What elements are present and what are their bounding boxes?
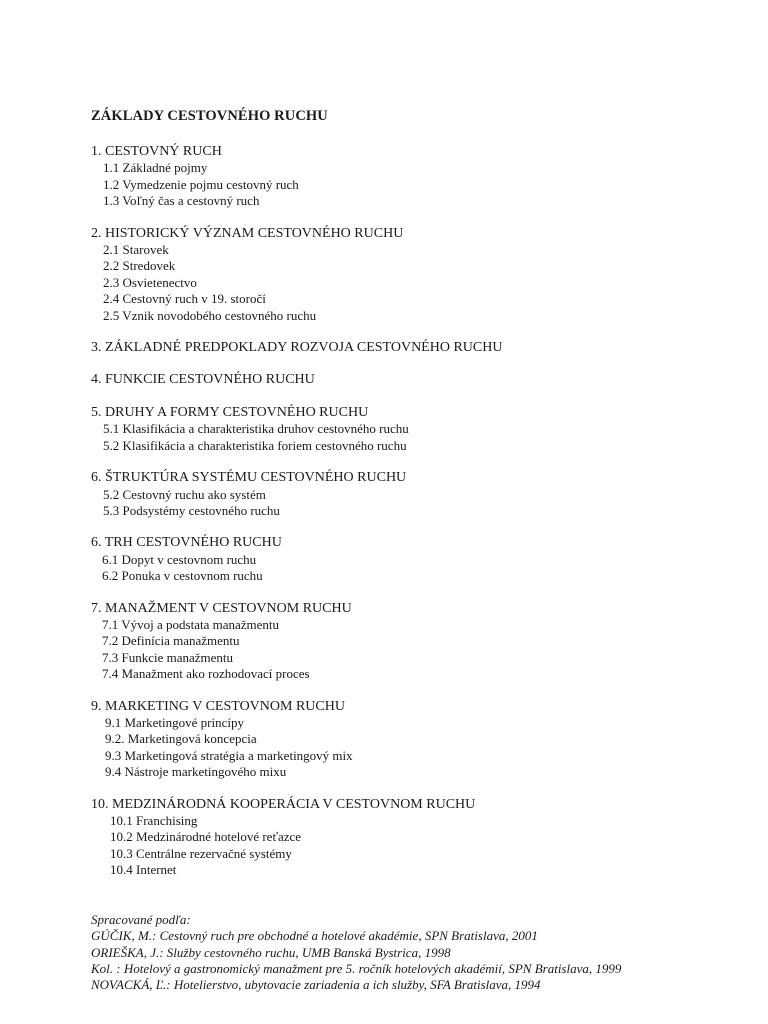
subchapter-item: 5.2 Cestovný ruchu ako systém bbox=[103, 486, 266, 502]
subchapter-item: 6.1 Dopyt v cestovnom ruchu bbox=[102, 551, 257, 567]
subchapter-item: 1.2 Vymedzenie pojmu cestovný ruch bbox=[103, 176, 299, 192]
source-entry: NOVACKÁ, Ľ.: Hotelierstvo, ubytovacie zariadenia a ich služby, SFA Bratislava, 1994 bbox=[91, 977, 541, 993]
subchapter-item: 7.1 Vývoj a podstata manažmentu bbox=[102, 616, 280, 632]
subchapter-item: 2.5 Vznik novodobého cestovného ruchu bbox=[103, 307, 317, 323]
source-entry: Kol. : Hotelový a gastronomický manažment pre 5. ročník hotelových akadémií, SPN Bratislava, 1999 bbox=[91, 960, 622, 976]
chapter-heading: 4. FUNKCIE CESTOVNÉHO RUCHU bbox=[91, 372, 315, 388]
sources-list bbox=[91, 928, 761, 993]
subchapter-item: 2.2 Stredovek bbox=[103, 258, 176, 274]
subchapter-item: 1.1 Základné pojmy bbox=[103, 160, 208, 176]
chapter-heading: 7. MANAŽMENT V CESTOVNOM RUCHU bbox=[91, 600, 352, 616]
subchapter-item: 7.2 Definícia manažmentu bbox=[102, 633, 240, 649]
subchapter-item: 2.3 Osvietenectvo bbox=[103, 274, 197, 290]
chapter-heading: 10. MEDZINÁRODNÁ KOOPERÁCIA V CESTOVNOM RUCHU bbox=[91, 796, 476, 812]
sources-label: Spracované podľa: bbox=[91, 912, 191, 927]
document-title: ZÁKLADY CESTOVNÉHO RUCHU bbox=[91, 108, 328, 124]
sources-block bbox=[91, 912, 761, 993]
subchapter-item: 9.3 Marketingová stratégia a marketingový mix bbox=[105, 747, 353, 763]
document-page bbox=[91, 107, 751, 895]
subchapter-item: 10.4 Internet bbox=[110, 862, 177, 878]
subchapter-item: 10.2 Medzinárodné hotelové reťazce bbox=[110, 829, 302, 845]
subchapter-item: 9.1 Marketingové princípy bbox=[105, 714, 244, 730]
toc-section bbox=[91, 340, 751, 356]
source-entry: GÚČIK, M.: Cestovný ruch pre obchodné a hotelové akadémie, SPN Bratislava, 2001 bbox=[91, 928, 538, 944]
table-of-contents bbox=[91, 144, 751, 879]
source-entry: ORIEŠKA, J.: Služby cestovného ruchu, UMB Banská Bystrica, 1998 bbox=[91, 944, 451, 960]
toc-section bbox=[91, 226, 751, 324]
chapter-heading: 2. HISTORICKÝ VÝZNAM CESTOVNÉHO RUCHU bbox=[91, 225, 404, 241]
chapter-heading: 9. MARKETING V CESTOVNOM RUCHU bbox=[91, 698, 345, 714]
toc-section bbox=[91, 699, 751, 781]
chapter-heading: 3. ZÁKLADNÉ PREDPOKLADY ROZVOJA CESTOVNÉHO RUCHU bbox=[91, 340, 503, 356]
toc-section bbox=[91, 797, 751, 879]
subchapter-item: 5.3 Podsystémy cestovného ruchu bbox=[103, 502, 280, 518]
subchapter-item: 1.3 Voľný čas a cestovný ruch bbox=[103, 193, 260, 209]
subchapter-item: 5.1 Klasifikácia a charakteristika druhov cestovného ruchu bbox=[103, 421, 409, 437]
toc-section bbox=[91, 470, 751, 519]
toc-section bbox=[91, 405, 751, 454]
subchapter-item: 10.1 Franchising bbox=[110, 813, 198, 828]
subchapter-item: 10.3 Centrálne rezervačné systémy bbox=[110, 845, 292, 861]
subchapter-item: 6.2 Ponuka v cestovnom ruchu bbox=[102, 568, 263, 584]
subchapter-item: 9.4 Nástroje marketingového mixu bbox=[105, 764, 287, 780]
subchapter-item: 9.2. Marketingová koncepcia bbox=[105, 731, 257, 747]
subchapter-item: 7.3 Funkcie manažmentu bbox=[102, 649, 234, 665]
subchapter-item: 5.2 Klasifikácia a charakteristika foriem cestovného ruchu bbox=[103, 437, 407, 453]
subchapter-item: 7.4 Manažment ako rozhodovací proces bbox=[102, 666, 310, 682]
toc-section bbox=[91, 372, 751, 388]
chapter-heading: 1. CESTOVNÝ RUCH bbox=[91, 144, 222, 159]
subchapter-item: 2.4 Cestovný ruch v 19. storočí bbox=[103, 291, 266, 307]
chapter-heading: 6. ŠTRUKTÚRA SYSTÉMU CESTOVNÉHO RUCHU bbox=[91, 470, 407, 486]
toc-section bbox=[91, 144, 751, 210]
chapter-heading: 5. DRUHY A FORMY CESTOVNÉHO RUCHU bbox=[91, 404, 369, 420]
toc-section bbox=[91, 601, 751, 683]
toc-section bbox=[91, 535, 751, 584]
chapter-heading: 6. TRH CESTOVNÉHO RUCHU bbox=[91, 535, 282, 551]
subchapter-item: 2.1 Starovek bbox=[103, 242, 169, 258]
